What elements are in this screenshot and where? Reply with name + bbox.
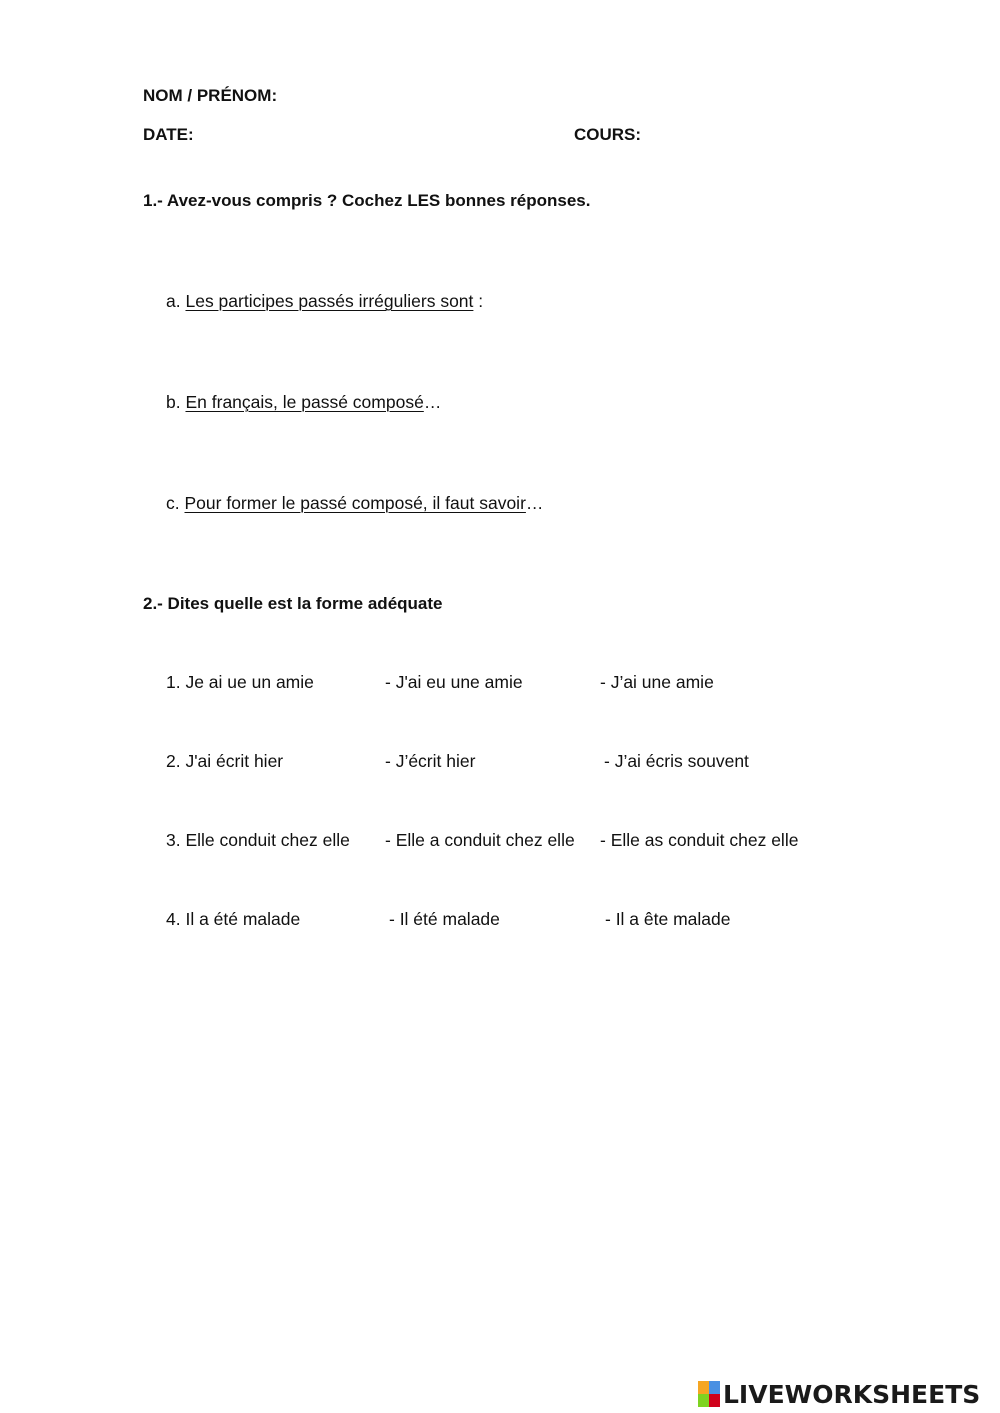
question-b-suffix: … — [423, 392, 442, 412]
question-a — [166, 291, 483, 312]
question-c-text: Pour former le passé composé, il faut savoir — [184, 493, 526, 513]
choice-row — [0, 909, 1000, 933]
choice-option[interactable]: 3. Elle conduit chez elle — [166, 830, 350, 850]
choice-option[interactable]: - J’ai écris souvent — [604, 751, 749, 771]
course-label: COURS: — [574, 125, 642, 144]
question-c-marker: c. — [166, 493, 180, 513]
choice-row — [0, 830, 1000, 854]
liveworksheets-logo — [698, 1379, 980, 1409]
choice-option[interactable]: - Il été malade — [389, 909, 500, 929]
logo-tile — [709, 1381, 720, 1394]
question-a-text: Les participes passés irréguliers sont — [185, 291, 474, 311]
choice-option[interactable]: 1. Je ai ue un amie — [166, 672, 314, 692]
choice-option[interactable]: - Elle a conduit chez elle — [385, 830, 575, 850]
choice-option[interactable]: - J’écrit hier — [385, 751, 476, 771]
choice-option[interactable]: 4. Il a été malade — [166, 909, 301, 929]
choice-option[interactable]: - Elle as conduit chez elle — [600, 830, 799, 850]
question-b — [166, 392, 441, 413]
logo-mark-icon — [698, 1381, 720, 1407]
choice-option[interactable]: - J’ai une amie — [600, 672, 714, 692]
question-b-text: En français, le passé composé — [185, 392, 424, 412]
choice-row — [0, 672, 1000, 696]
section-1-title: 1.- Avez-vous compris ? Cochez LES bonnes réponses. — [143, 191, 591, 210]
question-a-suffix: : — [473, 291, 484, 311]
logo-tile — [698, 1381, 709, 1394]
logo-tile — [709, 1394, 720, 1407]
logo-tile — [698, 1394, 709, 1407]
choice-row — [0, 751, 1000, 775]
section-2-title: 2.- Dites quelle est la forme adéquate — [143, 594, 443, 613]
logo-text: LIVEWORKSHEETS — [723, 1379, 981, 1409]
question-c — [166, 493, 543, 514]
choice-option[interactable]: - Il a ête malade — [605, 909, 731, 929]
question-a-marker: a. — [166, 291, 181, 311]
choice-option[interactable]: 2. J'ai écrit hier — [166, 751, 284, 771]
question-c-suffix: … — [525, 493, 544, 513]
date-label: DATE: — [143, 125, 194, 144]
name-label: NOM / PRÉNOM: — [143, 86, 278, 105]
question-b-marker: b. — [166, 392, 181, 412]
choice-option[interactable]: - J'ai eu une amie — [385, 672, 523, 692]
